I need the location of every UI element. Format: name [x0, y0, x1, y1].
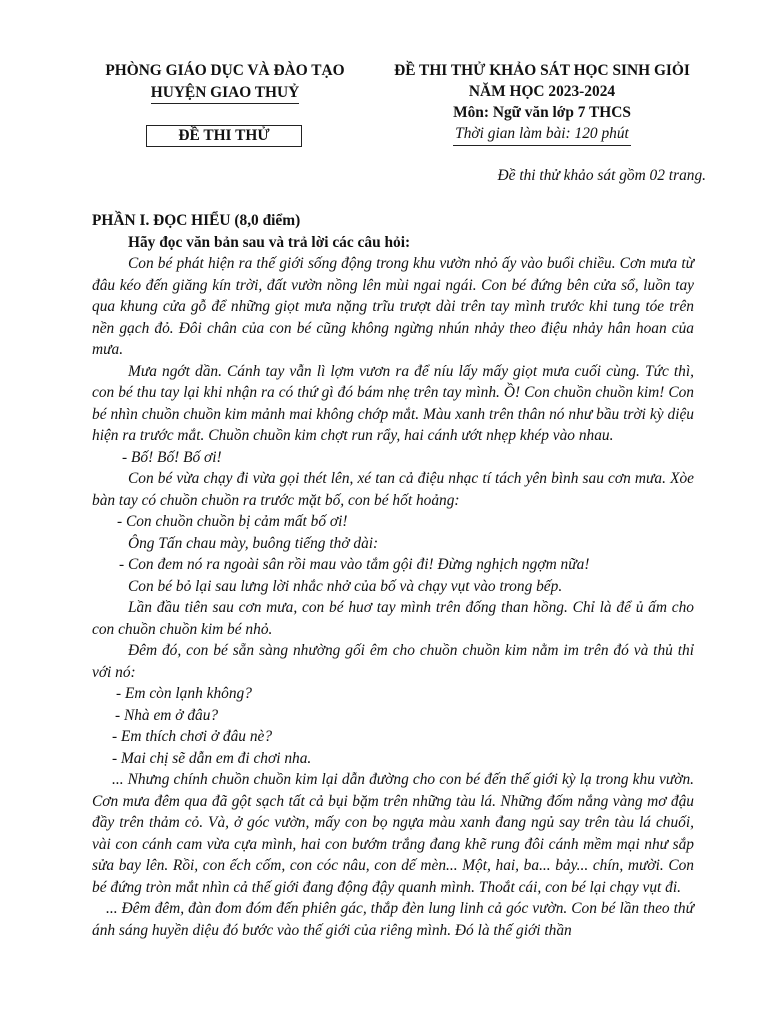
subject: Môn: Ngữ văn lớp 7 THCS: [453, 104, 631, 121]
dialogue-line: - Con chuồn chuồn bị cảm mất bố ơi!: [117, 513, 348, 530]
dialogue-line: Ông Tấn chau mày, buông tiếng thở dài:: [128, 534, 379, 552]
exam-content: [92, 210, 694, 941]
instruction: Hãy đọc văn bản sau và trả lời các câu hỏi:: [128, 233, 411, 251]
trial-exam-label: ĐỀ THI THỬ: [146, 125, 302, 147]
exam-header: [372, 60, 712, 146]
passage-paragraph: Con bé phát hiện ra thế giới sống động trong khu vườn nhỏ ấy vào buổi chiều. Cơn mưa từ đâu kéo đến giăng kín trời, đất vườn nồng lên mùi ngai ngái. Con bé đứng bên cửa sổ, luồn tay qua khung cửa gỗ để những giọt mưa nặng trĩu trượt dài trên tay mình trước khi tung tóe trên nền gạch đỏ. Đôi chân của con bé cũng không ngừng nhún nhảy theo điệu nhảy hân hoan của mưa.: [92, 255, 694, 358]
dialogue-line: Con bé bỏ lại sau lưng lời nhắc nhở của bố và chạy vụt vào trong bếp.: [128, 577, 563, 595]
passage-paragraph: Đêm đó, con bé sẵn sàng nhường gối êm cho chuồn chuồn kim nằm im trên đó và thủ thỉ với nó:: [92, 642, 694, 681]
passage-paragraph: Con bé vừa chạy đi vừa gọi thét lên, xé tan cả điệu nhạc tí tách yên bình sau cơn mưa. Xòe bàn tay có chuồn chuồn ra trước mặt bố, con bé hốt hoảng:: [92, 470, 694, 509]
dialogue-line: - Mai chị sẽ dẫn em đi chơi nha.: [112, 749, 312, 767]
dialogue-line: - Con đem nó ra ngoài sân rồi mau vào tắm gội đi! Đừng nghịch ngợm nữa!: [119, 556, 590, 573]
dialogue-line: - Em thích chơi ở đâu nè?: [112, 728, 273, 745]
exam-title: ĐỀ THI THỬ KHẢO SÁT HỌC SINH GIỎI: [394, 62, 690, 79]
passage-paragraph: Lần đầu tiên sau cơn mưa, con bé huơ tay mình trên đống than hồng. Chỉ là để ủ ấm cho con chuồn chuồn kim bé nhỏ.: [92, 599, 694, 638]
exam-duration: Thời gian làm bài: 120 phút: [453, 123, 631, 146]
department-name: PHÒNG GIÁO DỤC VÀ ĐÀO TẠO: [105, 62, 345, 79]
dialogue-line: - Bố! Bố! Bố ơi!: [122, 448, 222, 466]
department-header: [80, 60, 370, 104]
dialogue-line: - Nhà em ở đâu?: [115, 706, 219, 724]
passage-paragraph: ... Nhưng chính chuồn chuồn kim lại dẫn đường cho con bé đến thế giới kỳ lạ trong khu vườn. Cơn mưa đêm qua đã gột sạch tất cả bụi bặm trên những tàu lá. Những đốm nắng vàng mơ đậu đầy trên thảm cỏ. Và, ở góc vườn, mấy con bọ ngựa màu xanh đang ngủ say trên tàu lá chuối, vài con cánh cam vừa cựa mình, hai con bướm trắng đang khẽ rung đôi cánh mềm mại như sắp sửa bay lên. Rồi, con ếch cốm, con cóc nâu, con dế mèn... Một, hai, ba... bảy... chín, mười. Con bé đứng tròn mắt nhìn cả thế giới đang động đậy quanh mình. Thoắt cái, con bé lại chạy vụt đi.: [92, 771, 694, 896]
passage-paragraph: Mưa ngớt dần. Cánh tay vẫn lì lợm vươn ra để níu lấy mấy giọt mưa cuối cùng. Tức thì, con bé thu tay lại khi nhận ra có thứ gì đó bám nhẹ trên tay mình. Ồ! Con chuồn chuồn kim! Con bé nhìn chuồn chuồn kim mảnh mai không chớp mắt. Màu xanh trên thân nó như bầu trời kỳ diệu hiện ra trước mắt. Chuồn chuồn kim chợt run rẩy, hai cánh ướt nhẹp khép vào nhau.: [92, 362, 694, 444]
district-name: HUYỆN GIAO THUỶ: [151, 83, 300, 104]
school-year: NĂM HỌC 2023-2024: [468, 83, 616, 100]
section-title: PHẦN I. ĐỌC HIỂU (8,0 điểm): [92, 212, 301, 229]
dialogue-line: - Em còn lạnh không?: [116, 685, 252, 702]
page-count-note: Đề thi thử khảo sát gồm 02 trang.: [497, 167, 706, 184]
passage-paragraph: ... Đêm đêm, đàn đom đóm đến phiên gác, thắp đèn lung linh cả góc vườn. Con bé lần theo thứ ánh sáng huyền diệu đó bước vào thế giới của riêng mình. Đó là thế giới thần: [92, 900, 694, 939]
